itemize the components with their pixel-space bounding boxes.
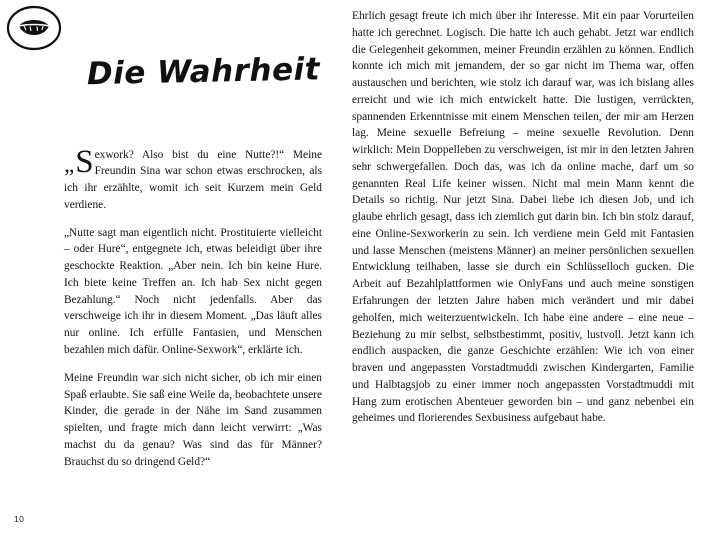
opening-quote-mark: „: [64, 151, 75, 177]
page-number: 10: [14, 514, 25, 524]
paragraph: Ehrlich gesagt freute ich mich über ihr Interesse. Mit ein paar Vorurteilen hatte ich gerechnet. Logisch. Die hatte ich auch gehabt. Jetzt war endlich die Gelegenheit gekommen, meiner Freundin erzählen zu können. Endlich konnte ich mich mit jemandem, der so gar nicht im Thema war, offen austauschen und berichten, wie stolz ich darauf war, was ich bislang alles erreicht und wie ich mich entwickelt hatte. Die lustigen, verrückten, spannenden Erkenntnisse mit einem Menschen teilen, der mir am Herzen lag. Meine sexuelle Befreiung – meine sexuelle Revolution. Denn wirklich: Mein Doppelleben zu verschweigen, ist mir in den letzten Jahren sehr schwergefallen. Doch das, was ich da online mache, darf um so genannten Real Life keiner wissen. Nicht mal mein Mann kennt die Details so richtig. Nur jetzt Sina. Dabei liebe ich diesen Job, und ich glaube ehrlich gesagt, dass ich ziemlich gut darin bin. Ich bin stolz darauf, eine Online-Sexworkerin zu sein. Ich verdiene mein Geld mit Fantasien und lasse Menschen (meistens Männer) an meiner persönlichen sexuellen Entwicklung teilhaben, lasse sie durch ein Schlüsselloch gucken. Die Arbeit auf Bezahlplattformen wie OnlyFans und auch meine sonstigen Erfahrungen der letzten Jahre haben mich verändert und mir dabei geholfen, mich weiterzuentwickeln. Ich habe eine andere – eine neue – Beziehung zu mir selbst, selbstbestimmt, positiv, lustvoll. Jetzt kann ich endlich auspacken, die ganze Geschichte erzählen: Wie ich von einer braven und angepassten Vorstadtmuddi zwischen Kindergarten, Familie und Halbtagsjob zu einer immer noch angepassten Vorstadtmuddi mit Hang zum erotischen Abenteuer geworden bin – und ganz nebenbei ein geheimes und florierendes Sexbusiness aufgebaut habe.: [352, 10, 694, 425]
drop-cap: S: [75, 143, 94, 180]
chapter-title: Die Wahrheit: [86, 51, 321, 93]
left-text-column: [0, 0, 340, 534]
right-text-column: [352, 0, 720, 534]
paragraph-text: exwork? Also bist du eine Nutte?!“ Meine Freundin Sina war schon etwas erschrocken, als ich ihr erzählte, womit ich seit Kurzem mein Geld verdiene.: [64, 148, 322, 211]
paragraph: [64, 143, 322, 214]
right-body-text: [352, 8, 694, 427]
paragraph: „Nutte sagt man eigentlich nicht. Prostituierte vielleicht – oder Hure“, entgegnete ich, etwas beleidigt über ihre geschockte Reaktion. „Aber nein. Ich bin keine Hure. Ich biete keine Treffen an. Ich hab Sex nicht gegen Bezahlung.“ Noch nicht jedenfalls. Aber das verschweige ich ihr in diesem Moment. „Das läuft alles nur online. Ich erfülle Fantasien, und Menschen bezahlen mich dafür. Online-Sexwork“, erklärte ich.: [64, 226, 322, 356]
paragraph: Meine Freundin war sich nicht sicher, ob ich mir einen Spaß erlaubte. Sie saß eine Weile da, beobachtete unsere Kinder, die gerade in der Nähe im Sand zusammen spielten, und fragte mich dann leicht verwirrt: „Was machst du da genau? Was sind das für Männer? Brauchst du so dringend Geld?“: [64, 371, 322, 468]
left-body-text: [64, 143, 322, 471]
